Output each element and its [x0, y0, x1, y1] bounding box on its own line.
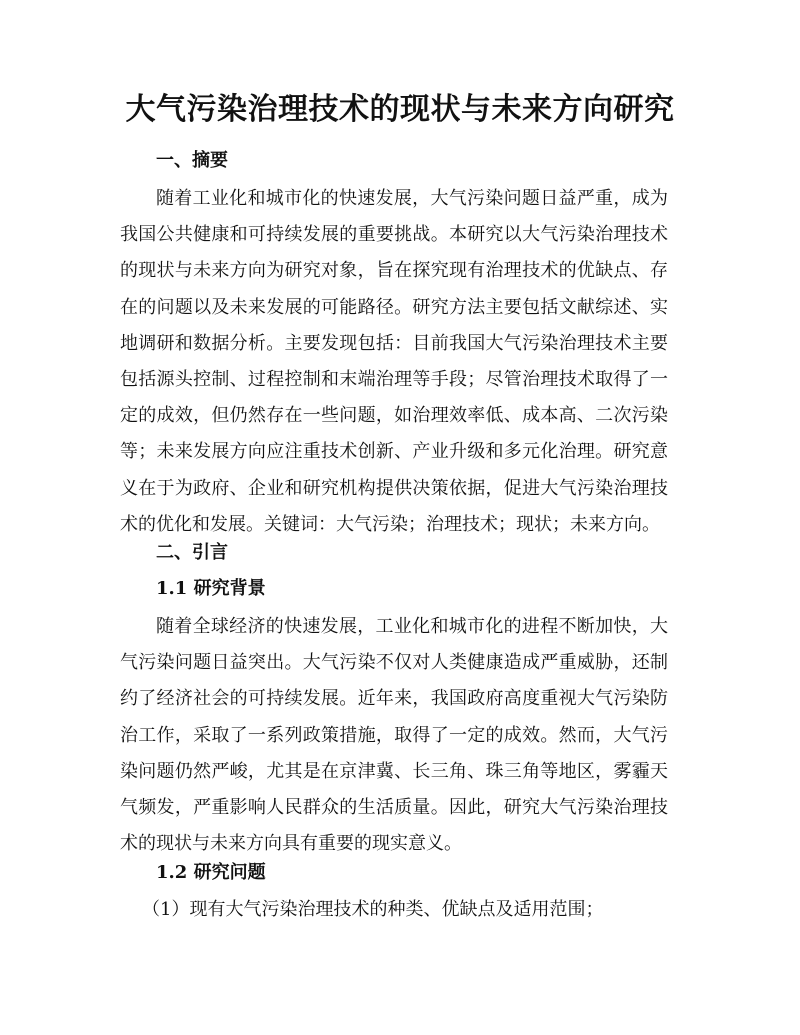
background-paragraph: 随着全球经济的快速发展，工业化和城市化的进程不断加快，大气污染问题日益突出。大气污染不仅对人类健康造成严重威胁，还制约了经济社会的可持续发展。近年来，我国政府高度重视大气污染防治工作，采取了一系列政策措施，取得了一定的成效。然而，大气污染问题仍然严峻，尤其是在京津冀、长三角、珠三角等地区，雾霾天气频发，严重影响人民群众的生活质量。因此，研究大气污染治理技术的现状与未来方向具有重要的现实意义。: [120, 616, 668, 855]
subsection-heading-background: 1.1 研究背景: [156, 578, 266, 599]
section-heading-abstract: 一、摘要: [156, 150, 228, 171]
research-question-item: （1）现有大气污染治理技术的种类、优缺点及适用范围；: [142, 899, 604, 920]
section-heading-introduction: 二、引言: [156, 542, 228, 563]
page-title: 大气污染治理技术的现状与未来方向研究: [125, 92, 675, 127]
subsection-heading-research-questions: 1.2 研究问题: [156, 862, 266, 883]
abstract-paragraph: 随着工业化和城市化的快速发展，大气污染问题日益严重，成为我国公共健康和可持续发展的重要挑战。本研究以大气污染治理技术的现状与未来方向为研究对象，旨在探究现有治理技术的优缺点、存在的问题以及未来发展的可能路径。研究方法主要包括文献综述、实地调研和数据分析。主要发现包括：目前我国大气污染治理技术主要包括源头控制、过程控制和末端治理等手段；尽管治理技术取得了一定的成效，但仍然存在一些问题，如治理效率低、成本高、二次污染等；未来发展方向应注重技术创新、产业升级和多元化治理。研究意义在于为政府、企业和研究机构提供决策依据，促进大气污染治理技术的优化和发展。关键词：大气污染；治理技术；现状；未来方向。: [120, 188, 668, 535]
